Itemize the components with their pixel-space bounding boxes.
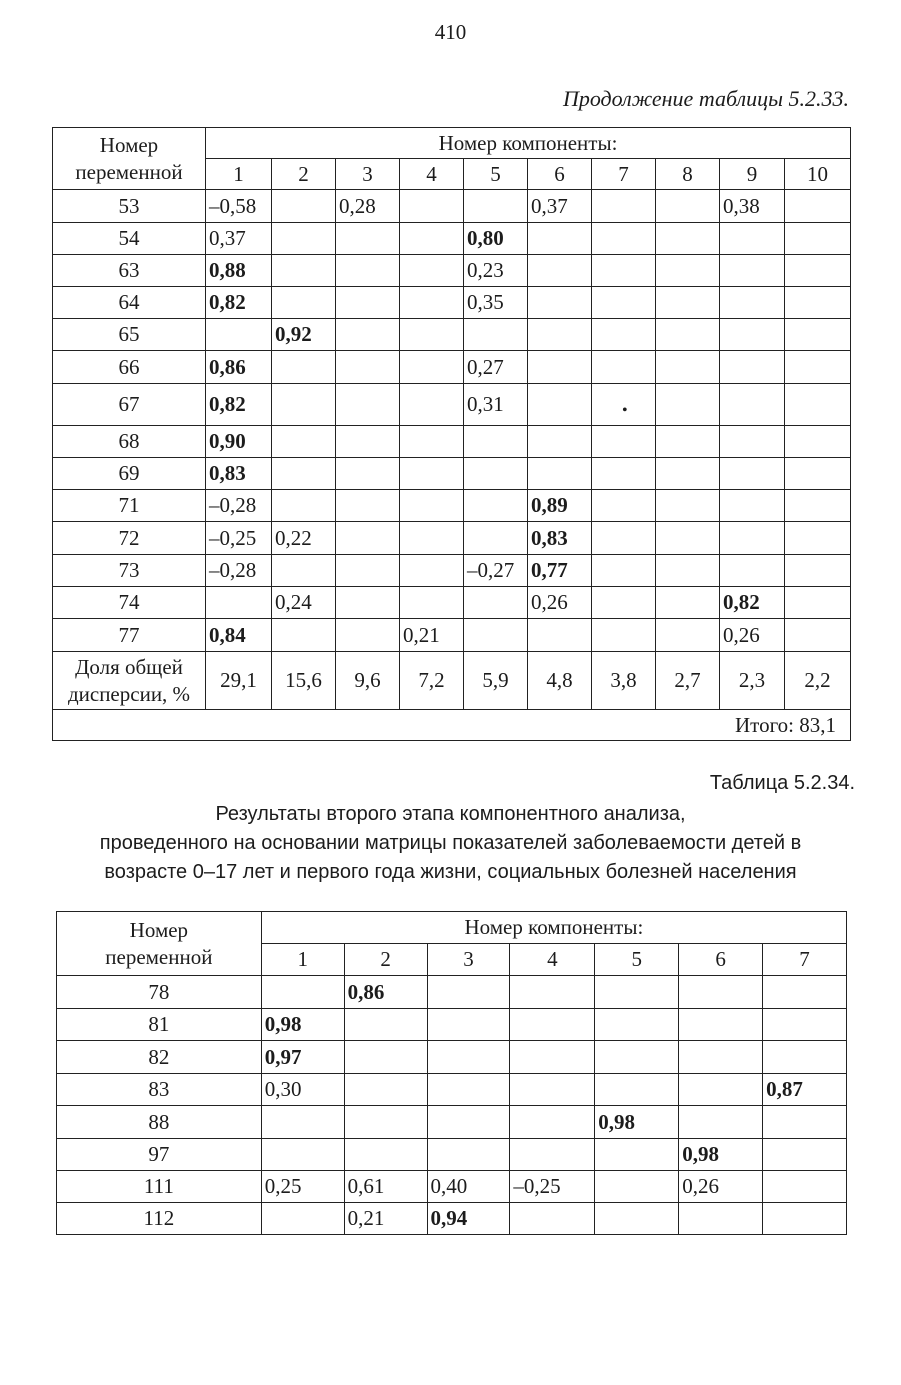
header-row xyxy=(57,912,847,944)
table-title xyxy=(40,800,861,887)
loading-cell xyxy=(656,490,720,522)
loading-cell xyxy=(206,319,272,351)
loadings-table-5-2-33 xyxy=(52,127,851,741)
column-header: 9 xyxy=(720,159,785,190)
loading-cell xyxy=(785,522,851,555)
loading-cell xyxy=(656,458,720,490)
variance-share-value: 29,1 xyxy=(206,652,272,710)
loading-cell xyxy=(785,555,851,587)
loading-cell: 0,77 xyxy=(528,555,592,587)
loading-cell xyxy=(656,287,720,319)
loading-cell xyxy=(785,490,851,522)
loading-cell xyxy=(528,319,592,351)
loading-cell xyxy=(528,458,592,490)
loading-cell: 0,21 xyxy=(400,619,464,652)
loading-cell xyxy=(336,287,400,319)
loading-cell xyxy=(336,426,400,458)
loading-cell: 0,25 xyxy=(261,1171,344,1203)
loading-cell xyxy=(656,426,720,458)
loading-cell: 0,28 xyxy=(336,190,400,223)
loading-cell: 0,94 xyxy=(427,1203,510,1235)
loading-cell: 0,86 xyxy=(206,351,272,384)
loading-cell: –0,28 xyxy=(206,490,272,522)
table-row xyxy=(53,490,851,522)
loading-cell xyxy=(400,555,464,587)
loading-cell xyxy=(720,255,785,287)
loading-cell xyxy=(785,619,851,652)
loading-cell xyxy=(261,1139,344,1171)
header-component-number: Номер компоненты: xyxy=(261,912,846,944)
loading-cell xyxy=(400,287,464,319)
loading-cell xyxy=(336,490,400,522)
loading-cell xyxy=(464,490,528,522)
table-continuation-label: Продолжение таблицы 5.2.33. xyxy=(562,86,849,111)
loading-cell xyxy=(679,1009,763,1041)
loading-cell xyxy=(785,458,851,490)
loading-cell xyxy=(656,351,720,384)
loading-cell xyxy=(400,522,464,555)
loading-cell xyxy=(679,1074,763,1106)
variable-number-cell: 69 xyxy=(53,458,206,490)
header-text-line: Номер xyxy=(99,132,159,157)
loading-cell xyxy=(656,522,720,555)
loading-cell xyxy=(272,287,336,319)
loading-cell xyxy=(720,384,785,426)
loading-cell: 0,22 xyxy=(272,522,336,555)
variable-number-cell: 71 xyxy=(53,490,206,522)
loading-cell xyxy=(336,255,400,287)
loading-cell xyxy=(720,522,785,555)
variable-number-cell: 65 xyxy=(53,319,206,351)
loading-cell: 0,26 xyxy=(679,1171,763,1203)
loading-cell xyxy=(785,223,851,255)
loading-cell xyxy=(592,190,656,223)
table-row xyxy=(57,1171,847,1203)
variance-share-label xyxy=(53,652,206,710)
loading-cell xyxy=(763,1171,847,1203)
loading-cell xyxy=(592,223,656,255)
variable-number-cell: 97 xyxy=(57,1139,262,1171)
header-row xyxy=(53,128,851,159)
total-row xyxy=(53,710,851,741)
loading-cell xyxy=(427,1074,510,1106)
loading-cell xyxy=(400,490,464,522)
table-row xyxy=(57,1009,847,1041)
table-row xyxy=(53,351,851,384)
column-header: 2 xyxy=(344,944,427,976)
loading-cell xyxy=(656,384,720,426)
loading-cell xyxy=(272,619,336,652)
loading-cell xyxy=(785,587,851,619)
loading-cell xyxy=(427,1139,510,1171)
loading-cell: 0,37 xyxy=(206,223,272,255)
loading-cell: 0,83 xyxy=(528,522,592,555)
loading-cell: 0,61 xyxy=(344,1171,427,1203)
variable-number-cell: 66 xyxy=(53,351,206,384)
loading-cell xyxy=(595,1139,679,1171)
loading-cell xyxy=(528,619,592,652)
loading-cell xyxy=(510,1203,595,1235)
loading-cell xyxy=(344,1041,427,1074)
loading-cell xyxy=(528,351,592,384)
variable-number-cell: 112 xyxy=(57,1203,262,1235)
header-variable-number xyxy=(53,128,206,190)
loading-cell xyxy=(763,1009,847,1041)
variance-share-value: 7,2 xyxy=(400,652,464,710)
loading-cell xyxy=(785,190,851,223)
loading-cell xyxy=(510,1106,595,1139)
loading-cell xyxy=(336,619,400,652)
column-header: 6 xyxy=(528,159,592,190)
loading-cell xyxy=(400,426,464,458)
loading-cell xyxy=(528,223,592,255)
loading-cell xyxy=(592,255,656,287)
loading-cell xyxy=(427,1009,510,1041)
loading-cell xyxy=(344,1106,427,1139)
loading-cell: 0,98 xyxy=(679,1139,763,1171)
loading-cell xyxy=(528,426,592,458)
loading-cell: 0,84 xyxy=(206,619,272,652)
loading-cell xyxy=(336,319,400,351)
loading-cell: –0,28 xyxy=(206,555,272,587)
loading-cell xyxy=(400,458,464,490)
loading-cell xyxy=(427,1041,510,1074)
table-row xyxy=(53,287,851,319)
loading-cell: 0,88 xyxy=(206,255,272,287)
loading-cell: –0,25 xyxy=(510,1171,595,1203)
loading-cell: 0,40 xyxy=(427,1171,510,1203)
loading-cell xyxy=(592,351,656,384)
loading-cell xyxy=(510,1009,595,1041)
loading-cell xyxy=(656,190,720,223)
loading-cell xyxy=(679,976,763,1009)
table-row xyxy=(57,1041,847,1074)
header-text-line: переменной xyxy=(75,159,183,184)
variable-number-cell: 68 xyxy=(53,426,206,458)
loading-cell xyxy=(261,1203,344,1235)
loading-cell xyxy=(720,490,785,522)
loading-cell: –0,25 xyxy=(206,522,272,555)
column-header: 3 xyxy=(336,159,400,190)
loading-cell: 0,82 xyxy=(206,384,272,426)
variance-share-value: 5,9 xyxy=(464,652,528,710)
loading-cell: 0,35 xyxy=(464,287,528,319)
header-text-line: Номер xyxy=(129,917,189,942)
loading-cell xyxy=(720,555,785,587)
loading-cell xyxy=(336,458,400,490)
loading-cell xyxy=(272,458,336,490)
loading-cell: 0,97 xyxy=(261,1041,344,1074)
variance-share-value: 4,8 xyxy=(528,652,592,710)
loading-cell xyxy=(720,458,785,490)
column-header: 4 xyxy=(510,944,595,976)
loading-cell xyxy=(272,351,336,384)
loadings-table-5-2-34 xyxy=(56,911,847,1235)
table-title-line: проведенного на основании матрицы показателей заболеваемости детей в xyxy=(99,832,802,854)
loading-cell xyxy=(336,351,400,384)
loading-cell: –0,58 xyxy=(206,190,272,223)
loading-cell xyxy=(261,1106,344,1139)
loading-cell xyxy=(720,287,785,319)
variable-number-cell: 54 xyxy=(53,223,206,255)
loading-cell xyxy=(656,319,720,351)
loading-cell xyxy=(272,223,336,255)
column-header: 1 xyxy=(261,944,344,976)
variable-number-cell: 83 xyxy=(57,1074,262,1106)
table-row xyxy=(57,1203,847,1235)
loading-cell xyxy=(592,490,656,522)
loading-cell: 0,92 xyxy=(272,319,336,351)
loading-cell xyxy=(679,1203,763,1235)
variance-share-row xyxy=(53,652,851,710)
loading-cell xyxy=(528,287,592,319)
loading-cell xyxy=(656,619,720,652)
loading-cell xyxy=(400,223,464,255)
table-title-line: возрасте 0–17 лет и первого года жизни, социальных болезней населения xyxy=(104,861,797,883)
loading-cell xyxy=(528,384,592,426)
loading-cell xyxy=(785,319,851,351)
loading-cell xyxy=(336,384,400,426)
loading-cell xyxy=(510,1139,595,1171)
loading-cell xyxy=(400,384,464,426)
table-row xyxy=(53,426,851,458)
loading-cell xyxy=(427,976,510,1009)
variable-number-cell: 72 xyxy=(53,522,206,555)
loading-cell xyxy=(592,319,656,351)
loading-cell xyxy=(679,1106,763,1139)
variable-number-cell: 63 xyxy=(53,255,206,287)
loading-cell xyxy=(720,223,785,255)
loading-cell xyxy=(344,1139,427,1171)
loading-cell xyxy=(592,426,656,458)
column-header: 7 xyxy=(592,159,656,190)
table-row xyxy=(53,587,851,619)
column-header: 2 xyxy=(272,159,336,190)
loading-cell xyxy=(344,1074,427,1106)
table-row xyxy=(53,190,851,223)
loading-cell xyxy=(720,351,785,384)
loading-cell xyxy=(464,587,528,619)
loading-cell: 0,30 xyxy=(261,1074,344,1106)
loading-cell xyxy=(656,255,720,287)
header-text-line: переменной xyxy=(105,944,213,969)
loading-cell: 0,90 xyxy=(206,426,272,458)
loading-cell: 0,80 xyxy=(464,223,528,255)
loading-cell xyxy=(336,522,400,555)
stray-dot-mark: • xyxy=(622,402,628,419)
loading-cell xyxy=(528,255,592,287)
loading-cell: 0,26 xyxy=(528,587,592,619)
loading-cell xyxy=(344,1009,427,1041)
table-row xyxy=(53,619,851,652)
loading-cell: 0,82 xyxy=(720,587,785,619)
loading-cell xyxy=(763,1203,847,1235)
loading-cell xyxy=(464,319,528,351)
loading-cell xyxy=(763,1139,847,1171)
label-line: Доля общей xyxy=(75,654,183,679)
loading-cell xyxy=(464,619,528,652)
table-row xyxy=(53,522,851,555)
loading-cell xyxy=(592,555,656,587)
column-header: 10 xyxy=(785,159,851,190)
table-row xyxy=(53,458,851,490)
loading-cell xyxy=(595,1171,679,1203)
loading-cell: 0,98 xyxy=(595,1106,679,1139)
loading-cell xyxy=(656,223,720,255)
table-number-label: Таблица 5.2.34. xyxy=(709,772,855,794)
loading-cell xyxy=(464,426,528,458)
table-row xyxy=(53,223,851,255)
table-row xyxy=(57,1106,847,1139)
loading-cell xyxy=(592,287,656,319)
page-number: 410 xyxy=(434,20,467,44)
loading-cell xyxy=(272,190,336,223)
loading-cell xyxy=(592,587,656,619)
variable-number-cell: 81 xyxy=(57,1009,262,1041)
loading-cell xyxy=(763,1106,847,1139)
loading-cell xyxy=(400,319,464,351)
label-line: дисперсии, % xyxy=(67,681,191,706)
loading-cell: 0,23 xyxy=(464,255,528,287)
loading-cell xyxy=(595,1203,679,1235)
loading-cell: 0,27 xyxy=(464,351,528,384)
loading-cell xyxy=(656,587,720,619)
loading-cell xyxy=(763,1041,847,1074)
total-variance: Итого: 83,1 xyxy=(53,710,851,741)
variable-number-cell: 111 xyxy=(57,1171,262,1203)
table-row xyxy=(57,1074,847,1106)
table-title-line: Результаты второго этапа компонентного анализа, xyxy=(215,803,686,825)
table-row xyxy=(53,555,851,587)
table-row xyxy=(53,384,851,426)
loading-cell xyxy=(400,255,464,287)
variance-share-value: 2,7 xyxy=(656,652,720,710)
loading-cell xyxy=(785,255,851,287)
table-row xyxy=(53,319,851,351)
variance-share-value: 9,6 xyxy=(336,652,400,710)
header-component-number: Номер компоненты: xyxy=(206,128,851,159)
variance-share-value: 15,6 xyxy=(272,652,336,710)
table-row xyxy=(57,1139,847,1171)
column-header: 3 xyxy=(427,944,510,976)
loading-cell xyxy=(720,319,785,351)
table-row xyxy=(53,255,851,287)
variable-number-cell: 67 xyxy=(53,384,206,426)
loading-cell xyxy=(510,1074,595,1106)
loading-cell: 0,86 xyxy=(344,976,427,1009)
variance-share-value: 2,2 xyxy=(785,652,851,710)
column-header: 5 xyxy=(595,944,679,976)
loading-cell xyxy=(427,1106,510,1139)
variable-number-cell: 82 xyxy=(57,1041,262,1074)
variance-share-value: 3,8 xyxy=(592,652,656,710)
variable-number-cell: 64 xyxy=(53,287,206,319)
variable-number-cell: 78 xyxy=(57,976,262,1009)
variable-number-cell: 74 xyxy=(53,587,206,619)
loading-cell: –0,27 xyxy=(464,555,528,587)
loading-cell xyxy=(272,426,336,458)
loading-cell xyxy=(400,351,464,384)
loading-cell: 0,38 xyxy=(720,190,785,223)
loading-cell xyxy=(400,587,464,619)
variable-number-cell: 77 xyxy=(53,619,206,652)
loading-cell xyxy=(592,522,656,555)
loading-cell xyxy=(763,976,847,1009)
loading-cell xyxy=(785,426,851,458)
loading-cell xyxy=(272,384,336,426)
loading-cell: 0,98 xyxy=(261,1009,344,1041)
loading-cell xyxy=(785,384,851,426)
loading-cell: 0,37 xyxy=(528,190,592,223)
loading-cell xyxy=(595,976,679,1009)
table-row xyxy=(57,976,847,1009)
loading-cell xyxy=(272,490,336,522)
loading-cell xyxy=(272,555,336,587)
loading-cell: 0,26 xyxy=(720,619,785,652)
variable-number-cell: 73 xyxy=(53,555,206,587)
loading-cell xyxy=(785,287,851,319)
column-header: 4 xyxy=(400,159,464,190)
loading-cell xyxy=(336,223,400,255)
loading-cell: 0,21 xyxy=(344,1203,427,1235)
loading-cell: 0,83 xyxy=(206,458,272,490)
column-header: 7 xyxy=(763,944,847,976)
loading-cell xyxy=(656,555,720,587)
loading-cell xyxy=(720,426,785,458)
loading-cell xyxy=(206,587,272,619)
column-header: 1 xyxy=(206,159,272,190)
loading-cell: 0,24 xyxy=(272,587,336,619)
loading-cell xyxy=(510,1041,595,1074)
loading-cell xyxy=(595,1074,679,1106)
loading-cell xyxy=(464,522,528,555)
loading-cell xyxy=(400,190,464,223)
loading-cell xyxy=(272,255,336,287)
column-header: 5 xyxy=(464,159,528,190)
loading-cell xyxy=(261,976,344,1009)
loading-cell: 0,89 xyxy=(528,490,592,522)
loading-cell xyxy=(679,1041,763,1074)
loading-cell: 0,82 xyxy=(206,287,272,319)
loading-cell xyxy=(336,555,400,587)
column-header: 6 xyxy=(679,944,763,976)
loading-cell xyxy=(592,458,656,490)
loading-cell xyxy=(464,458,528,490)
loading-cell: 0,31 xyxy=(464,384,528,426)
loading-cell xyxy=(464,190,528,223)
variable-number-cell: 88 xyxy=(57,1106,262,1139)
loading-cell xyxy=(336,587,400,619)
column-header: 8 xyxy=(656,159,720,190)
loading-cell: 0,87 xyxy=(763,1074,847,1106)
loading-cell xyxy=(595,1041,679,1074)
loading-cell xyxy=(785,351,851,384)
header-variable-number xyxy=(57,912,262,976)
loading-cell xyxy=(510,976,595,1009)
loading-cell xyxy=(592,619,656,652)
loading-cell xyxy=(595,1009,679,1041)
variable-number-cell: 53 xyxy=(53,190,206,223)
variance-share-value: 2,3 xyxy=(720,652,785,710)
